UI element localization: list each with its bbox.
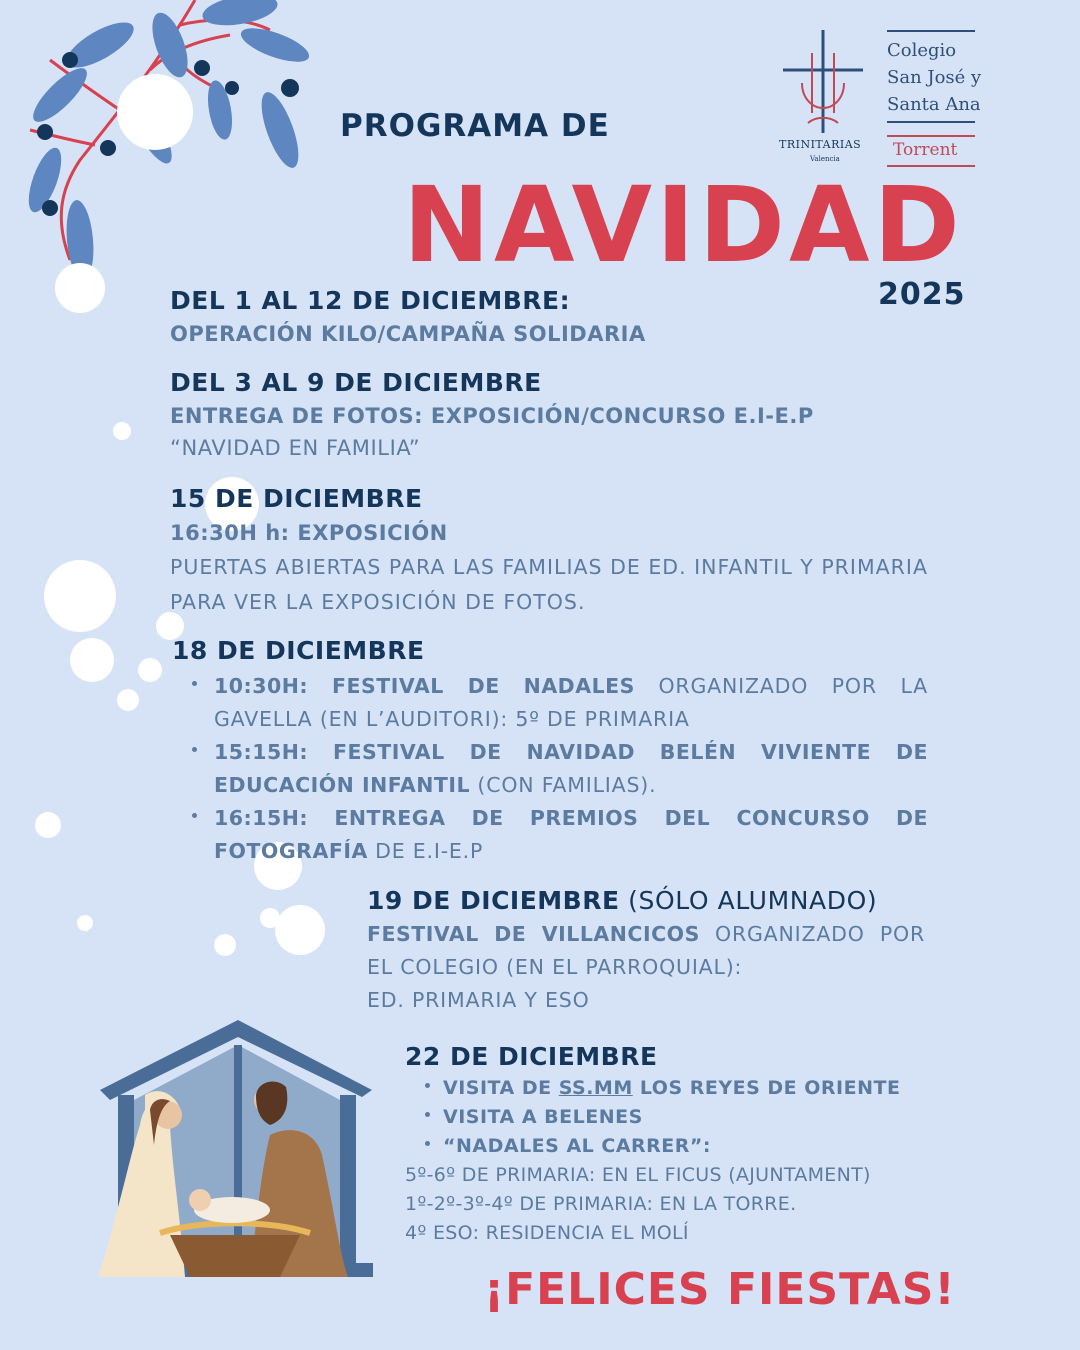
event-4 (172, 634, 928, 868)
event-text: 5º-6º DE PRIMARIA: EN EL FICUS (AJUNTAMENT) (405, 1164, 871, 1186)
page-title: NAVIDAD (403, 164, 964, 286)
list-item: “NADALES AL CARRER”: (425, 1132, 965, 1161)
list-item: VISITA DE SS.MM LOS REYES DE ORIENTE (425, 1074, 965, 1103)
school-logo (775, 28, 985, 173)
event-1 (170, 284, 890, 350)
event-text: 4º ESO: RESIDENCIA EL MOLÍ (405, 1222, 689, 1244)
event-date: 19 DE DICIEMBRE (367, 886, 620, 915)
list-item: 16:15H: ENTREGA DE PREMIOS DEL CONCURSO DE FOTOGRAFÍA DE E.I-E.P (192, 802, 928, 868)
event-6 (405, 1040, 965, 1248)
event-text: 1º-2º-3º-4º DE PRIMARIA: EN LA TORRE. (405, 1193, 797, 1215)
valencia-label: Valencia (810, 155, 840, 163)
event-text: FESTIVAL DE VILLANCICOS ORGANIZADO POR EL COLEGIO (EN EL PARROQUIAL): (367, 922, 925, 979)
felices-fiestas-footer: ¡FELICES FIESTAS! (484, 1264, 956, 1315)
event-2 (170, 366, 890, 464)
event-date: 15 DE DICIEMBRE (170, 484, 423, 513)
event-date: 22 DE DICIEMBRE (405, 1042, 658, 1071)
colegio-line-2: San José y (887, 67, 982, 88)
event-text: ENTREGA DE FOTOS: EXPOSICIÓN/CONCURSO E.I-E.P (170, 404, 814, 428)
program-subtitle: PROGRAMA DE (340, 108, 610, 144)
event-3 (170, 482, 928, 620)
colegio-line-1: Colegio (887, 40, 957, 61)
trinitarias-label: TRINITARIAS (779, 138, 862, 151)
event-date: DEL 3 AL 9 DE DICIEMBRE (170, 368, 542, 397)
event-text: PUERTAS ABIERTAS PARA LAS FAMILIAS DE ED. INFANTIL Y PRIMARIA PARA VER LA EXPOSICIÓN DE FOTOS. (170, 555, 928, 614)
event-date: 18 DE DICIEMBRE (172, 636, 425, 665)
torrent-label: Torrent (893, 140, 958, 160)
colegio-line-3: Santa Ana (887, 94, 981, 115)
list-item: 15:15H: FESTIVAL DE NAVIDAD BELÉN VIVIENTE DE EDUCACIÓN INFANTIL (CON FAMILIAS). (192, 736, 928, 802)
year-label: 2025 (878, 277, 966, 312)
event-text: “NAVIDAD EN FAMILIA” (170, 436, 421, 460)
list-item: 10:30H: FESTIVAL DE NADALES ORGANIZADO POR LA GAVELLA (EN L’AUDITORI): 5º DE PRIMARIA (192, 670, 928, 736)
event-highlight: 16:30H h: EXPOSICIÓN (170, 521, 448, 545)
list-item: VISITA A BELENES (425, 1103, 965, 1132)
event-text: OPERACIÓN KILO/CAMPAÑA SOLIDARIA (170, 322, 646, 346)
nativity-scene-illustration (90, 1015, 380, 1285)
event-5 (367, 884, 925, 1017)
event-date-note: (SÓLO ALUMNADO) (619, 886, 878, 915)
trinitarian-cross-icon (778, 28, 868, 138)
event-date: DEL 1 AL 12 DE DICIEMBRE: (170, 286, 571, 315)
event-text: ED. PRIMARIA Y ESO (367, 988, 590, 1012)
